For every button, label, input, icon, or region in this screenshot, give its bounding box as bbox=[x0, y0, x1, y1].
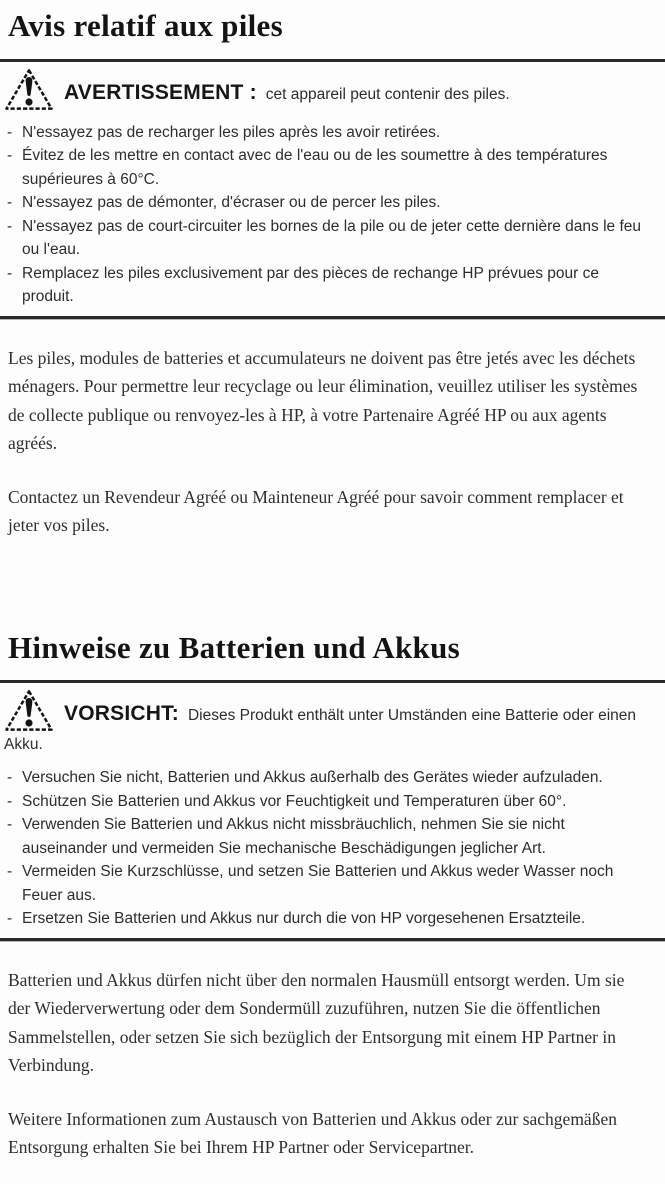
bullet-dash: - bbox=[7, 816, 13, 834]
warning-header-german bbox=[0, 688, 665, 757]
section-battery-notice-french bbox=[0, 0, 665, 540]
warning-list-item-text: Vermeiden Sie Kurzschlüsse, und setzen Sie Batterien und Akkus weder Wasser noch Feuer aus. bbox=[22, 863, 614, 904]
warning-list-item-text: N'essayez pas de démonter, d'écraser ou de percer les piles. bbox=[22, 194, 441, 212]
warning-list-item-text: Remplacez les piles exclusivement par des pièces de rechange HP prévues pour ce produit. bbox=[22, 264, 599, 306]
warning-list-item bbox=[0, 121, 648, 145]
warning-list-item bbox=[0, 907, 648, 931]
warning-list-item-text: N'essayez pas de court-circuiter les bornes de la pile ou de jeter cette dernière dans le feu ou l'eau. bbox=[22, 217, 641, 259]
warning-list-item bbox=[0, 144, 648, 191]
warning-box-german bbox=[0, 680, 665, 941]
warning-list-item bbox=[0, 215, 648, 262]
warning-triangle-icon bbox=[4, 67, 54, 112]
warning-list-item-text: Évitez de les mettre en contact avec de l'eau ou de les soumettre à des températures supérieures à 60°C. bbox=[22, 147, 608, 188]
warning-list-item bbox=[0, 813, 648, 860]
bullet-dash: - bbox=[7, 123, 13, 141]
warning-list-french bbox=[0, 121, 648, 309]
warning-list-item bbox=[0, 191, 648, 215]
body-paragraphs-german bbox=[0, 966, 665, 1162]
warning-list-item-text: Versuchen Sie nicht, Batterien und Akkus außerhalb des Gerätes wieder aufzuladen. bbox=[22, 769, 603, 787]
bullet-dash: - bbox=[7, 769, 13, 787]
body-paragraphs-french bbox=[0, 344, 665, 540]
bullet-dash: - bbox=[7, 147, 13, 165]
warning-list-item bbox=[0, 766, 648, 790]
warning-list-german bbox=[0, 766, 648, 931]
warning-list-item-text: Verwenden Sie Batterien und Akkus nicht missbräuchlich, nehmen Sie sie nicht auseinander und vermeiden Sie mechanische Beschädigungen jeglicher Art. bbox=[22, 816, 565, 857]
body-paragraph: Batterien und Akkus dürfen nicht über den normalen Hausmüll entsorgt werden. Um sie der Wiederverwertung oder dem Sondermüll zuzuführen, nutzen Sie die öffentlichen Sammelstellen, oder setzen Sie sich bezüglich der Entsorgung mit einem HP Partner in Verbindung. bbox=[8, 969, 625, 1076]
warning-label: VORSICHT: bbox=[64, 702, 179, 726]
warning-list-item bbox=[0, 790, 648, 814]
warning-intro: cet appareil peut contenir des piles. bbox=[265, 85, 510, 103]
body-paragraph: Weitere Informationen zum Austausch von Batterien und Akkus oder zur sachgemäßen Entsorgung erhalten Sie bei Ihrem HP Partner oder Servicepartner. bbox=[8, 1108, 617, 1158]
body-paragraph: Contactez un Revendeur Agréé ou Mainteneur Agréé pour savoir comment remplacer et jeter vos piles. bbox=[8, 486, 624, 536]
warning-list-item-text: N'essayez pas de recharger les piles après les avoir retirées. bbox=[22, 123, 441, 141]
bullet-dash: - bbox=[7, 264, 13, 282]
warning-triangle-icon bbox=[4, 688, 54, 733]
warning-list-item bbox=[0, 262, 648, 309]
bullet-dash: - bbox=[7, 217, 13, 235]
page-title-german: Hinweise zu Batterien und Akkus bbox=[8, 629, 460, 665]
warning-box-french bbox=[0, 59, 665, 319]
bullet-dash: - bbox=[7, 194, 13, 212]
bullet-dash: - bbox=[7, 863, 13, 881]
warning-header-french bbox=[0, 67, 665, 112]
warning-intro: Dieses Produkt enthält unter Umständen eine Batterie oder einen Akku. bbox=[4, 707, 637, 754]
warning-list-item-text: Ersetzen Sie Batterien und Akkus nur durch die von HP vorgesehenen Ersatzteile. bbox=[22, 910, 586, 928]
warning-list-item bbox=[0, 860, 648, 907]
warning-list-item-text: Schützen Sie Batterien und Akkus vor Feuchtigkeit und Temperaturen über 60°. bbox=[22, 792, 567, 810]
section-battery-notice-german bbox=[0, 624, 665, 1162]
page-title-french: Avis relatif aux piles bbox=[8, 8, 283, 43]
body-paragraph: Les piles, modules de batteries et accumulateurs ne doivent pas être jetés avec les déchets ménagers. Pour permettre leur recyclage ou leur élimination, veuillez utiliser les systèmes de collecte publique ou renvoyez-les à HP, à votre Partenaire Agréé HP ou aux agents agréés. bbox=[8, 347, 638, 454]
bullet-dash: - bbox=[7, 792, 13, 810]
warning-label: AVERTISSEMENT : bbox=[64, 80, 257, 104]
bullet-dash: - bbox=[7, 910, 13, 928]
